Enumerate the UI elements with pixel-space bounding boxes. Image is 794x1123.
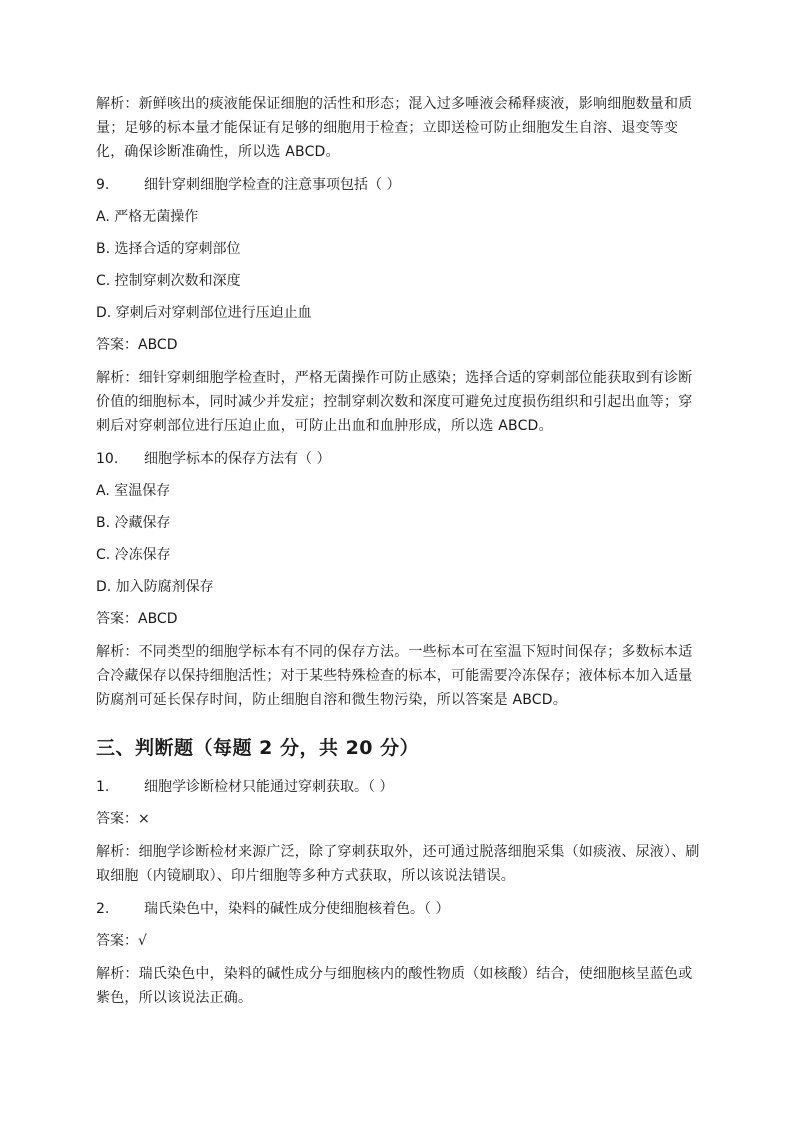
answer: 答案：ABCD xyxy=(96,611,178,627)
answer: 答案：√ xyxy=(96,933,147,949)
document-page xyxy=(96,92,702,1020)
option-c: C. 控制穿刺次数和深度 xyxy=(96,273,241,289)
option-b: B. 选择合适的穿刺部位 xyxy=(96,241,241,257)
explanation: 解析：瑞氏染色中，染料的碱性成分与细胞核内的酸性物质（如核酸）结合，使细胞核呈蓝色或紫色，所以该说法正确。 xyxy=(96,966,693,1006)
section-heading: 三、判断题（每题 2 分，共 20 分） xyxy=(96,737,420,759)
judgment-question-2 xyxy=(96,898,702,920)
question-number: 10. xyxy=(96,451,119,467)
explanation: 解析：不同类型的细胞学标本有不同的保存方法。一些标本可在室温下短时间保存；多数标本适合冷藏保存以保持细胞活性；对于某些特殊检查的标本，可能需要冷冻保存；液体标本加入适量防腐剂可延长保存时间，防止细胞自溶和微生物污染，所以答案是 ABCD。 xyxy=(96,644,693,708)
option-a: A. 室温保存 xyxy=(96,483,171,499)
question-number: 9. xyxy=(96,177,110,193)
explanation: 解析：细针穿刺细胞学检查时，严格无菌操作可防止感染；选择合适的穿刺部位能获取到有诊断价值的细胞标本，同时减少并发症；控制穿刺次数和深度可避免过度损伤组织和引起出血等；穿刺后对穿刺部位进行压迫止血，可防止出血和血肿形成，所以选 ABCD。 xyxy=(96,370,693,434)
answer: 答案：ABCD xyxy=(96,337,178,353)
question-number: 2. xyxy=(96,901,110,917)
judgment-question-1 xyxy=(96,776,702,798)
question-text: 瑞氏染色中，染料的碱性成分使细胞核着色。（ ） xyxy=(144,901,450,917)
question-10 xyxy=(96,448,702,470)
question-text: 细胞学诊断检材只能通过穿刺获取。（ ） xyxy=(144,779,394,795)
question-text: 细针穿刺细胞学检查的注意事项包括（ ） xyxy=(144,177,401,193)
option-a: A. 严格无菌操作 xyxy=(96,209,199,225)
question-number: 1. xyxy=(96,779,110,795)
previous-explanation: 解析：新鲜咳出的痰液能保证细胞的活性和形态；混入过多唾液会稀释痰液，影响细胞数量和质量；足够的标本量才能保证有足够的细胞用于检查；立即送检可防止细胞发生自溶、退变等变化，确保诊断准确性，所以选 ABCD。 xyxy=(96,96,693,160)
explanation: 解析：细胞学诊断检材来源广泛，除了穿刺获取外，还可通过脱落细胞采集（如痰液、尿液）、刷取细胞（内镜刷取）、印片细胞等多种方式获取，所以该说法错误。 xyxy=(96,844,700,884)
option-c: C. 冷冻保存 xyxy=(96,547,171,563)
option-b: B. 冷藏保存 xyxy=(96,515,171,531)
question-9 xyxy=(96,174,702,196)
option-d: D. 加入防腐剂保存 xyxy=(96,579,214,595)
answer: 答案：× xyxy=(96,811,150,827)
option-d: D. 穿刺后对穿刺部位进行压迫止血 xyxy=(96,305,312,321)
question-text: 细胞学标本的保存方法有（ ） xyxy=(144,451,331,467)
